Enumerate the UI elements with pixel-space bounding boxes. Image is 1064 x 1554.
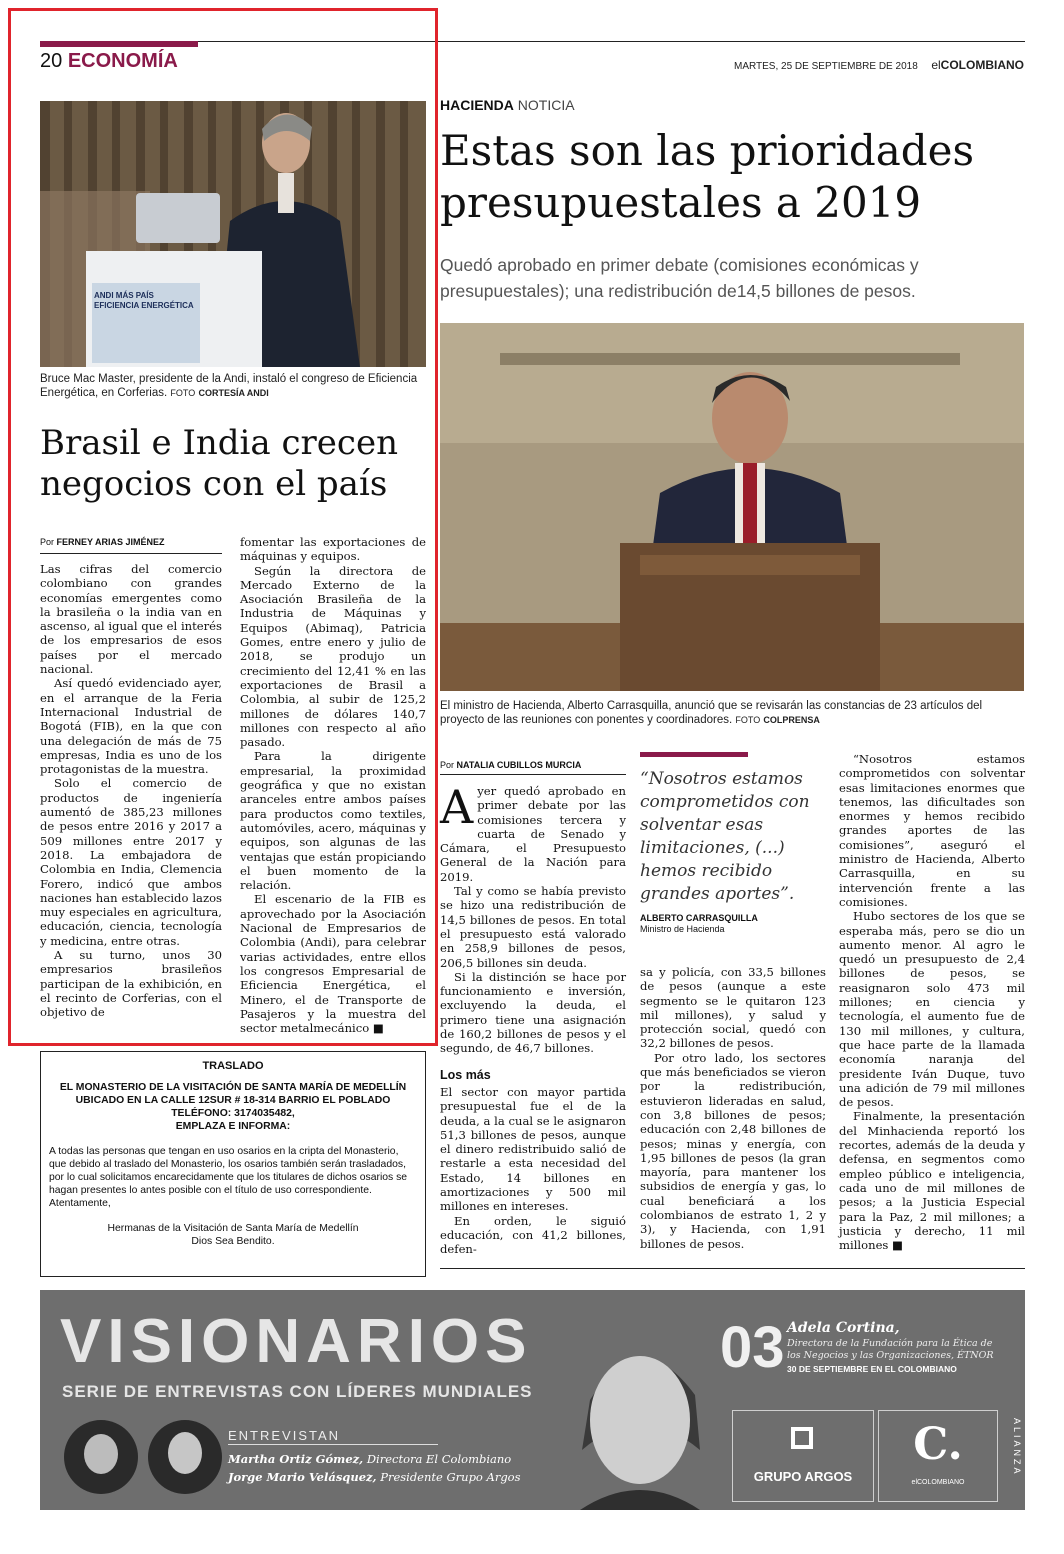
main-col3-p2: Hubo sectores de los que se esperaba más, pero se dio un aumento menor. Al agro le quedó un presupuesto de 2,4 billones de pesos, se reasignaron solo 473 mil millones; en ciencia y tecnología, el aumento fue de 130 mil millones, y cultura, que hace parte de la llamada economía naranja del presidente Iván Duque, tuvo una adición de 79 mil millones de pesos. <box>839 909 1025 1110</box>
main-col1b-p2: En orden, le siguió educación, con 41,2 billones, defen- <box>440 1213 626 1257</box>
main-kicker-bold: HACIENDA <box>440 97 514 113</box>
guest-desc-1: Directora de la Fundación para la Ética de <box>787 1338 993 1349</box>
notice-line-3: TELÉFONO: 3174035482, <box>171 1108 295 1119</box>
left-col1-p2: Así quedó evidenciado ayer, en el arranque de la Feria Internacional Industrial de Bogotá (FIB), en la que con una delegación de más de 75 empresas, India es uno de los protagonistas de la muestra. <box>40 676 222 777</box>
quote-author: ALBERTO CARRASQUILLA <box>640 913 758 923</box>
banner-number: 03 <box>720 1315 785 1380</box>
main-col-1b <box>440 1085 626 1257</box>
notice-signature-1: Hermanas de la Visitación de Santa María de Medellín <box>107 1223 359 1234</box>
left-col2-p1: fomentar las exportaciones de máquinas y equipos. <box>240 535 426 564</box>
main-dropcap: A <box>440 780 474 834</box>
interview-label: ENTREVISTAN <box>228 1428 341 1443</box>
main-col-3 <box>839 752 1025 1253</box>
carrasquilla-photo-caption <box>440 699 1024 727</box>
guest-portrait <box>550 1310 730 1510</box>
left-byline-name: FERNEY ARIAS JIMÉNEZ <box>56 537 165 547</box>
left-col-1 <box>40 562 222 1020</box>
left-col2-p2: Según la directora de Mercado Externo de la Asociación Brasileña de la Industria de Máquinas y Equipos (Abimaq), Patricia Gomes, entre enero y julio de 2018, se produjo un crecimiento del 12,41 % en las exportaciones de Brasil a Colombia, al subir de 125,2 millones de dólares 140,7 millones con respecto al año pasado. <box>240 563 426 750</box>
main-byline-prefix: Por <box>440 760 455 770</box>
sponsor-colombiano: elCOLOMBIANO <box>911 1479 965 1486</box>
banner-title: VISIONARIOS <box>60 1307 533 1376</box>
andi-photo-caption <box>40 372 426 400</box>
carrasquilla-credit: COLPRENSA <box>763 715 820 725</box>
main-col2-p2: Por otro lado, los sectores que más beneficiados se vieron por la redistribución, estuvieron lideradas en salud, con 3,8 billones de pesos; educación con 2,48 billones de pesos; minas y energía, con 1,95 billones de pesos (la gran mayoría, para mantener los subsidios de energía y gas, lo cual beneficiará a los colombianos de estrato 1, 2 y 3), y Hacienda, con 1,91 billones de pesos. <box>640 1050 826 1251</box>
left-col1-p3: Solo el comercio de productos de ingeniería aumentó de 385,23 millones de pesos entre 2016 y 2017 a 509 millones entre 2017 y 2018. La embajadora de Colombia en India, Clemencia Forero, indicó que ambos naciones han establecido lazos muy especiales en agricultura, educación, ciencia, tecnología y medicina, entre otras. <box>40 776 222 948</box>
interviewer-2-name: Jorge Mario Velásquez, <box>228 1470 377 1484</box>
main-col1-lead-text: yer quedó aprobado en primer debate por las comisiones tercera y cuarta de Senado y Cámara, el Presupuesto General de la Nación para 2019. <box>440 784 626 884</box>
interviewer-1-avatar <box>64 1420 138 1494</box>
main-col1-lead <box>440 780 626 884</box>
andi-credit-prefix: FOTO <box>170 388 196 398</box>
interviewer-1-role: Directora El Colombiano <box>366 1452 512 1466</box>
issue-date: MARTES, 25 DE SEPTIEMBRE DE 2018 <box>733 61 918 72</box>
main-byline-rule <box>440 774 626 775</box>
main-subhead: Quedó aprobado en primer debate (comisiones económicas y presupuestales); una redistribución de14,5 billones de pesos. <box>440 255 919 301</box>
main-headline: Estas son las prioridades presupuestales a 2019 <box>440 126 975 227</box>
interviewer-1-name: Martha Ortiz Gómez, <box>228 1452 364 1466</box>
main-col1b-p1: El sector con mayor partida presupuestal fue el de la deuda, a la cual se le asignaron 51,3 billones de pesos, aunque el dinero redistribuido salió de restarle a esta necesidad del Estado, 14 billones en amortizaciones y 500 mil millones en intereses. <box>440 1085 626 1214</box>
notice-line-1: EL MONASTERIO DE LA VISITACIÓN DE SANTA MARÍA DE MEDELLÍN <box>59 1082 407 1093</box>
left-col1-p4: A su turno, unos 30 empresarios brasileños participan de la exhibición, en el recinto de Corferias, con el objetivo de <box>40 948 222 1020</box>
quote-accent-bar <box>640 752 748 757</box>
main-kicker-text: NOTICIA <box>517 97 575 113</box>
main-col1-p2: Tal y como se había previsto se hizo una redistribución de 14,5 billones de pesos. En total el presupuesto está valorado en 258,9 billones de pesos, 206,5 billones sin deuda. <box>440 884 626 970</box>
masthead-prefix: el <box>931 58 941 72</box>
sponsor-argos: GRUPO ARGOS <box>753 1469 853 1484</box>
main-col3-p1: “Nosotros estamos comprometidos con solventar esas limitaciones enormes que tenemos, las dificultades son enormes y hemos recibido grandes aportes de las comisiones”, aseguró el ministro de Hacienda, Alberto Carrasquilla, en su intervención frente a las comisiones. <box>839 752 1025 909</box>
colombiano-logo-mark: C. <box>913 1419 963 1470</box>
interviewer-1 <box>228 1452 511 1466</box>
alliance-label: ALIANZA <box>1012 1418 1022 1477</box>
guest-name: Adela Cortina, <box>787 1320 900 1336</box>
guest-date: 30 DE SEPTIEMBRE EN EL COLOMBIANO <box>787 1364 957 1374</box>
main-col2-p1: sa y policía, con 33,5 billones de pesos (aunque a este segmento se le quitaron 123 mil millones), y salud y protección social, quedó con 32,2 billones de pesos. <box>640 965 826 1051</box>
andi-photo-illustration <box>40 101 426 367</box>
pull-quote: “Nosotros estamos comprometidos con solventar esas limitaciones, (...) hemos recibido grandes aportes”. <box>640 769 810 904</box>
page-number: 20 <box>40 50 63 72</box>
guest-portrait-illustration <box>550 1310 730 1510</box>
interviewer-2-role: Presidente Grupo Argos <box>380 1470 521 1484</box>
carrasquilla-credit-prefix: FOTO <box>735 715 761 725</box>
main-col-2 <box>640 965 826 1250</box>
carrasquilla-photo <box>440 323 1024 691</box>
notice-line-2: UBICADO EN LA CALLE 12SUR # 18-314 BARRIO EL POBLADO <box>75 1095 391 1106</box>
section-name: ECONOMÍA <box>67 50 178 72</box>
main-col3-p3: Finalmente, la presentación del Minhacienda reportó los recortes, además de la deuda y defensa, en segmentos como empleo público e inteligencia, cada uno de mil millones de pesos; a la Justicia Especial para la Paz, 2 mil millones; a justicia y derecho, 11 mil millones ■ <box>839 1109 1025 1253</box>
notice-line-4: EMPLAZA E INFORMA: <box>175 1121 291 1132</box>
visionarios-banner <box>40 1290 1025 1510</box>
left-headline: Brasil e India crecen negocios con el país <box>40 423 398 504</box>
left-col2-p3: Para la dirigente empresarial, la proximidad geográfica y que no existan aranceles entre ambos países para productos como textiles, automóviles, acero, máquinas y equipos, son algunas de las ventajas que están propiciando el buen momento de la relación. <box>240 749 426 893</box>
left-byline-prefix: Por <box>40 537 55 547</box>
andi-photo <box>40 101 426 367</box>
sponsor-colombiano-box <box>878 1410 998 1502</box>
main-byline <box>440 760 626 770</box>
page-header-right <box>734 58 1024 72</box>
masthead: COLOMBIANO <box>940 58 1024 72</box>
interview-rule <box>228 1444 438 1445</box>
quote-role: Ministro de Hacienda <box>640 924 725 934</box>
notice-title: TRASLADO <box>202 1060 264 1072</box>
interviewer-2-avatar <box>148 1420 222 1494</box>
carrasquilla-caption-text: El ministro de Hacienda, Alberto Carrasquilla, anunció que se revisarán las constancias de 23 artículos del proyecto de las reuniones con ponentes y coordinadores. <box>440 700 983 726</box>
left-col-2 <box>240 535 426 1036</box>
los-mas-subhead: Los más <box>440 1068 491 1082</box>
interviewer-2 <box>228 1470 521 1484</box>
notice-closing: Atentamente, <box>49 1198 111 1209</box>
banner-subtitle: SERIE DE ENTREVISTAS CON LÍDERES MUNDIALES <box>62 1382 533 1401</box>
main-kicker <box>440 97 575 113</box>
main-byline-name: NATALIA CUBILLOS MURCIA <box>456 760 582 770</box>
carrasquilla-photo-illustration <box>440 323 1024 691</box>
argos-logo-icon <box>791 1427 813 1449</box>
traslado-notice <box>40 1051 426 1277</box>
bottom-rule <box>440 1268 1025 1269</box>
left-byline-rule <box>40 553 222 554</box>
andi-caption-text: Bruce Mac Master, presidente de la Andi, instaló el congreso de Eficiencia Energética, en Corferias. <box>40 373 418 399</box>
sponsor-argos-box <box>732 1410 874 1502</box>
notice-header-lines <box>41 1081 425 1133</box>
notice-body: A todas las personas que tengan en uso osarios en la cripta del Monasterio, que debido al traslado del Monasterio, los osarios también serán trasladados, por lo cual solicitamos encarecidamente que los titulares de dichos osarios se hagan presentes lo antes posible con el título de uso correspondiente. <box>49 1146 408 1196</box>
andi-credit: CORTESÍA ANDI <box>198 388 269 398</box>
guest-desc <box>787 1338 994 1362</box>
left-col1-p1: Las cifras del comercio colombiano con grandes economías emergentes como la brasileña o la india van en ascenso, al igual que el interés de los empresarios de esos países por el mercado nacional. <box>40 562 222 677</box>
guest-desc-2: los Negocios y las Organizaciones, ÉTNOR <box>787 1350 994 1361</box>
notice-signature-2: Dios Sea Bendito. <box>191 1236 275 1247</box>
main-col-1 <box>440 780 626 1056</box>
main-col1-p3: Si la distinción se hace por funcionamiento e inversión, excluyendo la deuda, el primero tiene una asignación de 160,2 billones de pesos y el segundo, de 46,7 billones. <box>440 969 626 1056</box>
left-col2-p4: El escenario de la FIB es aprovechado por la Asociación Nacional de Empresarios de Colombia (Andi), para celebrar varias actividades, entre ellos los congresos Empresarial de Eficiencia Energética, el Minero, el de Transporte de Pasajeros y la muestra del sector metalmecánico ■ <box>240 892 426 1036</box>
left-byline <box>40 537 222 547</box>
podium-sign: ANDI MÁS PAÍS EFICIENCIA ENERGÉTICA <box>94 291 194 310</box>
